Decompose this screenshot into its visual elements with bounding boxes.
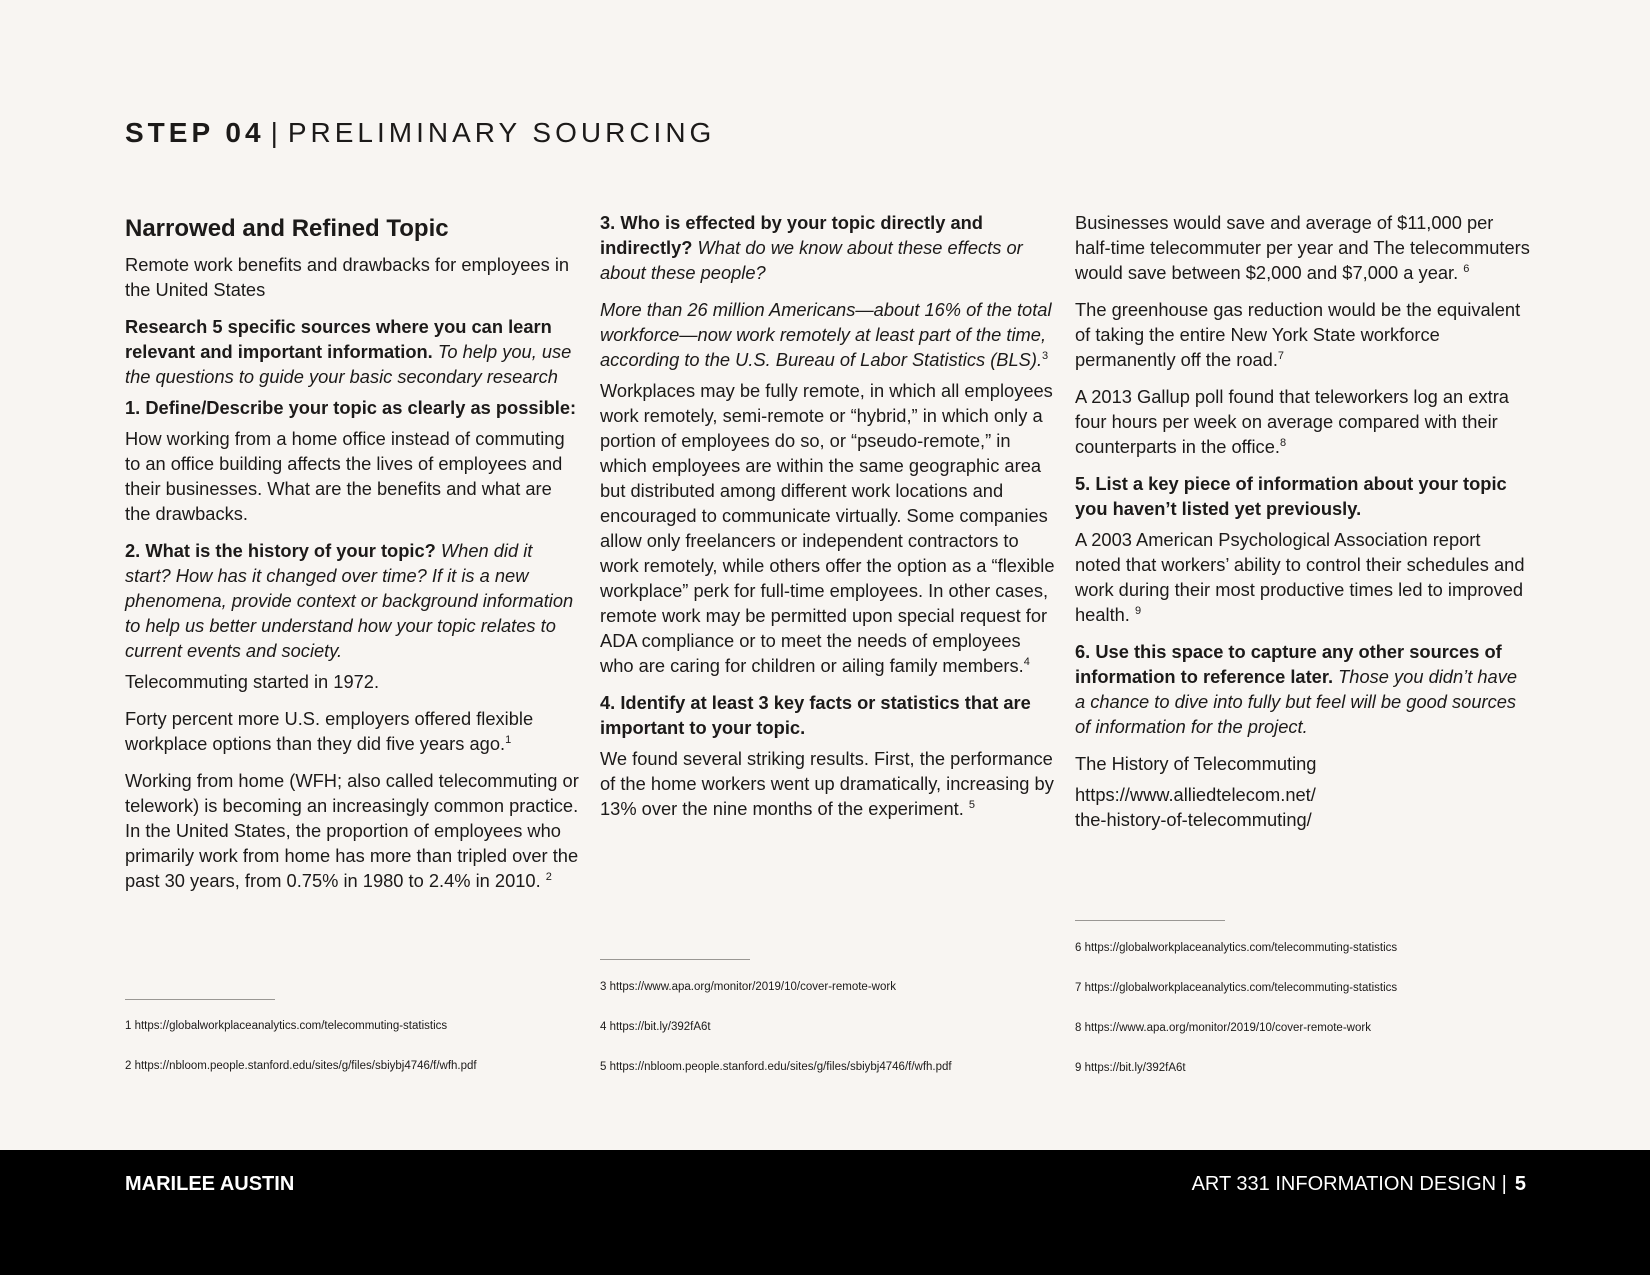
question-3 (600, 210, 1055, 285)
answer-2-3-text: Working from home (WFH; also called telecommuting or telework) is becoming an increasingly common practice. In the United States, the proportion of employees who primarily work from home has more than tripled over the past 30 years, from 0.75% in 1980 to 2.4% in 2010. (125, 770, 579, 891)
answer-3-body-text: Workplaces may be fully remote, in which all employees work remotely, semi-remote or “hybrid,” in which only a portion of employees do so, or “pseudo-remote,” in which employees are within the same geographic area but distributed among different work locations and encouraged to communicate virtually. Some companies allow only freelancers or independent contractors to work remotely, while others offer the option as a “flexible workplace” perk for full-time employees. In other cases, remote work may be permitted upon special request for ADA compliance or to meet the needs of employees who are caring for children or ailing family members. (600, 380, 1055, 676)
title-separator: | (270, 117, 282, 148)
question-2-prompt: When did it start? How has it changed over time? If it is a new phenomena, provide context or background information to help us better understand how your topic relates to current events and society. (125, 540, 574, 661)
answer-3-body (600, 378, 1055, 678)
source-title: The History of Telecommuting (1075, 753, 1317, 774)
fact-1 (1075, 210, 1530, 285)
footnote: 8 https://www.apa.org/monitor/2019/10/cover-remote-work (1075, 1022, 1371, 1034)
answer-5-text: A 2003 American Psychological Association report noted that workers’ ability to control their schedules and work during their most productive times led to improved health. (1075, 529, 1525, 625)
question-6 (1075, 639, 1530, 739)
answer-2-3 (125, 768, 580, 893)
footnote: 6 https://globalworkplaceanalytics.com/telecommuting-statistics (1075, 942, 1398, 954)
footnote-ref: 7 (1277, 349, 1285, 362)
fact-2-text: The greenhouse gas reduction would be the equivalent of taking the entire New York State workforce permanently off the road. (1075, 299, 1521, 370)
source-url-line-2[interactable]: the-history-of-telecommuting/ (1075, 809, 1312, 830)
answer-2-2 (125, 706, 580, 756)
page-number: 5 (1514, 1173, 1526, 1195)
author-name: MARILEE AUSTIN (125, 1173, 295, 1195)
page-footer (0, 1150, 1650, 1275)
step-label: STEP 04 (125, 117, 265, 148)
footnote-ref: 2 (545, 870, 552, 883)
question-2-label: 2. What is the history of your topic? (125, 540, 436, 561)
fact-3 (1075, 384, 1530, 459)
research-italic: To help you, use the questions to guide your basic secondary research (125, 341, 572, 387)
page-title (125, 117, 715, 149)
footnote-ref: 1 (505, 733, 512, 746)
footnote-ref: 8 (1279, 436, 1287, 449)
course-name: ART 331 INFORMATION DESIGN (1191, 1173, 1497, 1195)
question-3-prompt: What do we know about these effects or about these people? (600, 237, 1023, 283)
step-title: PRELIMINARY SOURCING (287, 117, 716, 148)
footnote-ref: 9 (1134, 604, 1142, 617)
answer-3-quote-text: More than 26 million Americans—about 16% of the total workforce—now work remotely at least part of the time, according to the U.S. Bureau of Labor Statistics (BLS). (600, 299, 1052, 370)
answer-4-text: We found several striking results. First, the performance of the home workers went up dramatically, increasing by 13% over the nine months of the experiment. (600, 748, 1054, 819)
column-2 (600, 210, 1055, 833)
footnote-divider (125, 999, 275, 1000)
research-bold: Research 5 specific sources where you can learn relevant and important information. (125, 316, 552, 362)
footnote-divider (1075, 920, 1225, 921)
topic-text: Remote work benefits and drawbacks for employees in the United States (125, 254, 570, 300)
answer-5 (1075, 527, 1530, 627)
footnote: 3 https://www.apa.org/monitor/2019/10/cover-remote-work (600, 981, 896, 993)
fact-1-text: Businesses would save and average of $11,000 per half-time telecommuter per year and The telecommuters would save between $2,000 and $7,000 a year. (1075, 212, 1530, 283)
footnote-ref: 4 (1023, 655, 1030, 668)
question-5-label: 5. List a key piece of information about your topic you haven’t listed yet previously. (1075, 473, 1507, 519)
column-1 (125, 210, 580, 905)
fact-2 (1075, 297, 1530, 372)
question-1 (125, 395, 580, 420)
answer-2-1: Telecommuting started in 1972. (125, 671, 380, 692)
course-info (1192, 1173, 1526, 1196)
research-instructions (125, 314, 580, 389)
footer-separator: | (1501, 1173, 1507, 1195)
source-url-line-1[interactable]: https://www.alliedtelecom.net/ (1075, 784, 1316, 805)
question-5 (1075, 471, 1530, 521)
footnotes-col-3 (1075, 941, 1545, 1101)
footnote: 7 https://globalworkplaceanalytics.com/telecommuting-statistics (1075, 982, 1398, 994)
footnote: 1 https://globalworkplaceanalytics.com/telecommuting-statistics (125, 1020, 448, 1032)
answer-1: How working from a home office instead of commuting to an office building affects the lives of employees and their businesses. What are the benefits and what are the drawbacks. (125, 428, 565, 524)
question-6-label: 6. Use this space to capture any other sources of information to reference later. (1075, 641, 1502, 687)
question-3-label: 3. Who is effected by your topic directly and indirectly? (600, 212, 983, 258)
footnote: 5 https://nbloom.people.stanford.edu/sites/g/files/sbiybj4746/f/wfh.pdf (600, 1061, 952, 1073)
question-2 (125, 538, 580, 663)
question-1-label: 1. Define/Describe your topic as clearly as possible: (125, 397, 577, 418)
answer-2-2-text: Forty percent more U.S. employers offered flexible workplace options than they did five years ago. (125, 708, 534, 754)
footnotes-col-1 (125, 1019, 595, 1099)
fact-3-text: A 2013 Gallup poll found that teleworkers log an extra four hours per week on average compared with their counterparts in the office. (1075, 386, 1509, 457)
answer-3-quote (600, 297, 1055, 372)
answer-4 (600, 746, 1055, 821)
section-heading: Narrowed and Refined Topic (125, 215, 449, 242)
footnote: 4 https://bit.ly/392fA6t (600, 1021, 711, 1033)
footnote: 2 https://nbloom.people.stanford.edu/sites/g/files/sbiybj4746/f/wfh.pdf (125, 1060, 477, 1072)
question-4-label: 4. Identify at least 3 key facts or statistics that are important to your topic. (600, 692, 1031, 738)
question-6-prompt: Those you didn’t have a chance to dive into fully but feel will be good sources of information for the project. (1075, 666, 1518, 737)
question-4 (600, 690, 1055, 740)
footnote-ref: 6 (1463, 262, 1470, 275)
footnote-ref: 3 (1042, 349, 1049, 362)
source-url (1075, 782, 1530, 832)
footnote-ref: 5 (968, 798, 976, 811)
footnote: 9 https://bit.ly/392fA6t (1075, 1062, 1186, 1074)
column-3 (1075, 210, 1530, 844)
footnote-divider (600, 959, 750, 960)
footnotes-col-2 (600, 980, 1070, 1100)
